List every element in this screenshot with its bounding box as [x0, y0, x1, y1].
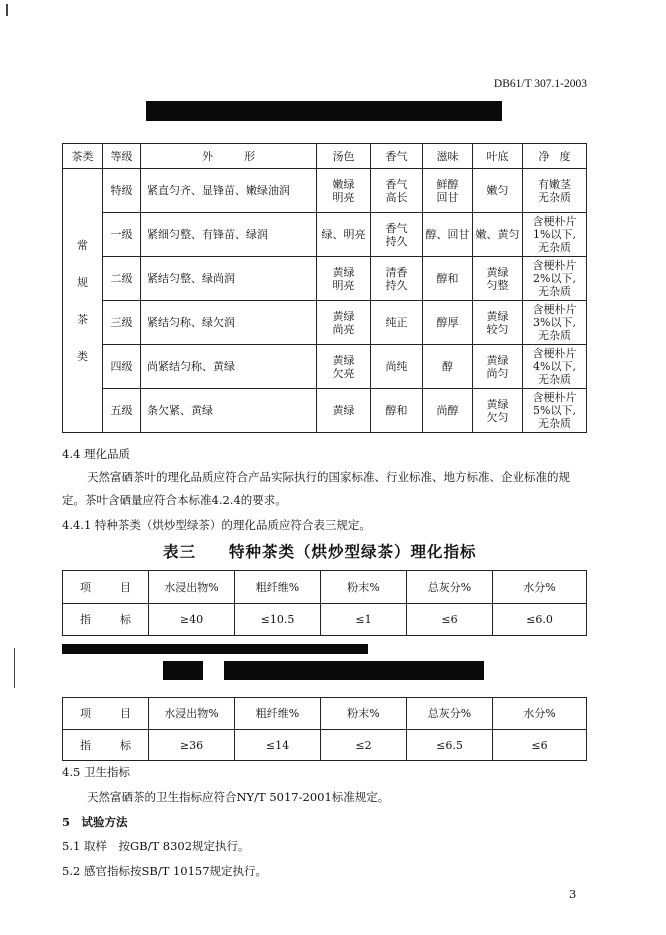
header-grade: 等级 — [103, 144, 141, 169]
header-col: 总灰分% — [407, 698, 493, 730]
sensory-quality-table — [62, 143, 587, 433]
paragraph: 天然富硒茶的卫生指标应符合NY/T 5017-2001标准规定。 — [87, 790, 390, 804]
table4-header-row — [63, 698, 587, 730]
header-tea-type: 茶类 — [63, 144, 103, 169]
document-code: DB61/T 307.1-2003 — [493, 78, 587, 90]
cell-soup: 嫩绿 明亮 — [317, 169, 371, 213]
section-heading-5: 5 试验方法 — [62, 815, 128, 829]
cell-shape: 紧细匀整、有锋苗、绿润 — [141, 213, 317, 257]
header-item: 项 目 — [63, 571, 149, 604]
header-purity: 净 度 — [523, 144, 587, 169]
category-char: 类 — [77, 349, 88, 363]
cell-leaf: 黄绿 尚匀 — [473, 345, 523, 389]
cell-grade: 五级 — [103, 389, 141, 433]
cell-taste: 醇和 — [423, 257, 473, 301]
cell-purity: 含梗朴片 1%以下, 无杂质 — [523, 213, 587, 257]
cell-grade: 特级 — [103, 169, 141, 213]
redacted-table-title — [224, 661, 484, 680]
value-cell: ≤14 — [235, 730, 321, 761]
header-col: 粗纤维% — [235, 571, 321, 604]
table-row — [63, 213, 587, 257]
cell-leaf: 黄绿 匀整 — [473, 257, 523, 301]
cell-aroma: 尚纯 — [371, 345, 423, 389]
category-char: 常 — [77, 238, 88, 252]
table3-header-row — [63, 571, 587, 604]
scan-edge-mark — [6, 4, 8, 16]
cell-purity: 有嫩茎 无杂质 — [523, 169, 587, 213]
cell-grade: 二级 — [103, 257, 141, 301]
cell-shape: 紧结匀整、绿尚润 — [141, 257, 317, 301]
value-cell: ≥40 — [149, 604, 235, 636]
header-col: 水分% — [493, 571, 587, 604]
header-col: 水浸出物% — [149, 571, 235, 604]
cell-purity: 含梗朴片 4%以下, 无杂质 — [523, 345, 587, 389]
header-col: 粗纤维% — [235, 698, 321, 730]
cell-leaf: 黄绿 较匀 — [473, 301, 523, 345]
paragraph-line: 天然富硒茶叶的理化品质应符合产品实际执行的国家标准、行业标准、地方标准、企业标准的规 — [87, 470, 570, 484]
clause-5-1: 5.1 取样 按GB/T 8302规定执行。 — [62, 839, 250, 853]
table-row — [63, 389, 587, 433]
value-cell: ≥36 — [149, 730, 235, 761]
cell-aroma: 香气 高长 — [371, 169, 423, 213]
table-row — [63, 345, 587, 389]
table-row — [63, 169, 587, 213]
header-item: 项 目 — [63, 698, 149, 730]
header-col: 水浸出物% — [149, 698, 235, 730]
value-cell: ≤1 — [321, 604, 407, 636]
cell-taste: 醇 — [423, 345, 473, 389]
cell-purity: 含梗朴片 3%以下, 无杂质 — [523, 301, 587, 345]
table4-physchem — [62, 697, 587, 761]
cell-grade: 一级 — [103, 213, 141, 257]
header-col: 粉末% — [321, 571, 407, 604]
cell-leaf: 嫩、黄匀 — [473, 213, 523, 257]
row-label: 指 标 — [63, 730, 149, 761]
page-number: 3 — [569, 887, 577, 901]
cell-taste: 醇厚 — [423, 301, 473, 345]
cell-soup: 绿、明亮 — [317, 213, 371, 257]
cell-grade: 四级 — [103, 345, 141, 389]
table-header-row — [63, 144, 587, 169]
cell-purity: 含梗朴片 5%以下, 无杂质 — [523, 389, 587, 433]
cell-shape: 紧直匀齐、显锋苗、嫩绿油润 — [141, 169, 317, 213]
header-aroma: 香气 — [371, 144, 423, 169]
value-cell: ≤2 — [321, 730, 407, 761]
redacted-table-caption — [146, 101, 502, 121]
scan-edge-mark — [14, 648, 15, 688]
section-heading-4-5: 4.5 卫生指标 — [62, 765, 130, 779]
table-row — [63, 301, 587, 345]
value-cell: ≤6 — [407, 604, 493, 636]
cell-taste: 醇、回甘 — [423, 213, 473, 257]
section-heading-4-4: 4.4 理化品质 — [62, 447, 130, 461]
cell-grade: 三级 — [103, 301, 141, 345]
cell-soup: 黄绿 — [317, 389, 371, 433]
header-soup-color: 汤色 — [317, 144, 371, 169]
table3-title: 表三 特种茶类（烘炒型绿茶）理化指标 — [163, 542, 477, 561]
cell-leaf: 黄绿 欠匀 — [473, 389, 523, 433]
redacted-text-line — [62, 644, 368, 654]
cell-aroma: 醇和 — [371, 389, 423, 433]
cell-shape: 紧结匀称、绿欠润 — [141, 301, 317, 345]
table3-value-row — [63, 604, 587, 636]
table4-value-row — [63, 730, 587, 761]
value-cell: ≤6.0 — [493, 604, 587, 636]
header-col: 水分% — [493, 698, 587, 730]
cell-taste: 尚醇 — [423, 389, 473, 433]
redacted-table-label — [163, 661, 203, 680]
cell-leaf: 嫩匀 — [473, 169, 523, 213]
category-cell — [63, 169, 103, 433]
cell-aroma: 香气 持久 — [371, 213, 423, 257]
cell-soup: 黄绿 尚亮 — [317, 301, 371, 345]
subsection-4-4-1: 4.4.1 特种茶类（烘炒型绿茶）的理化品质应符合表三规定。 — [62, 518, 371, 532]
table-row — [63, 257, 587, 301]
cell-shape: 尚紧结匀称、黄绿 — [141, 345, 317, 389]
cell-soup: 黄绿 明亮 — [317, 257, 371, 301]
value-cell: ≤6 — [493, 730, 587, 761]
cell-aroma: 清香 持久 — [371, 257, 423, 301]
cell-aroma: 纯正 — [371, 301, 423, 345]
header-taste: 滋味 — [423, 144, 473, 169]
cell-shape: 条欠紧、黄绿 — [141, 389, 317, 433]
header-col: 粉末% — [321, 698, 407, 730]
paragraph-line: 定。茶叶含硒量应符合本标准4.2.4的要求。 — [62, 493, 287, 507]
header-shape: 外 形 — [141, 144, 317, 169]
cell-taste: 鲜醇 回甘 — [423, 169, 473, 213]
value-cell: ≤6.5 — [407, 730, 493, 761]
cell-purity: 含梗朴片 2%以下, 无杂质 — [523, 257, 587, 301]
category-char: 茶 — [77, 312, 88, 326]
row-label: 指 标 — [63, 604, 149, 636]
category-char: 规 — [77, 275, 88, 289]
header-col: 总灰分% — [407, 571, 493, 604]
cell-soup: 黄绿 欠亮 — [317, 345, 371, 389]
value-cell: ≤10.5 — [235, 604, 321, 636]
header-leaf-base: 叶底 — [473, 144, 523, 169]
table3-physchem — [62, 570, 587, 636]
clause-5-2: 5.2 感官指标按SB/T 10157规定执行。 — [62, 864, 268, 878]
